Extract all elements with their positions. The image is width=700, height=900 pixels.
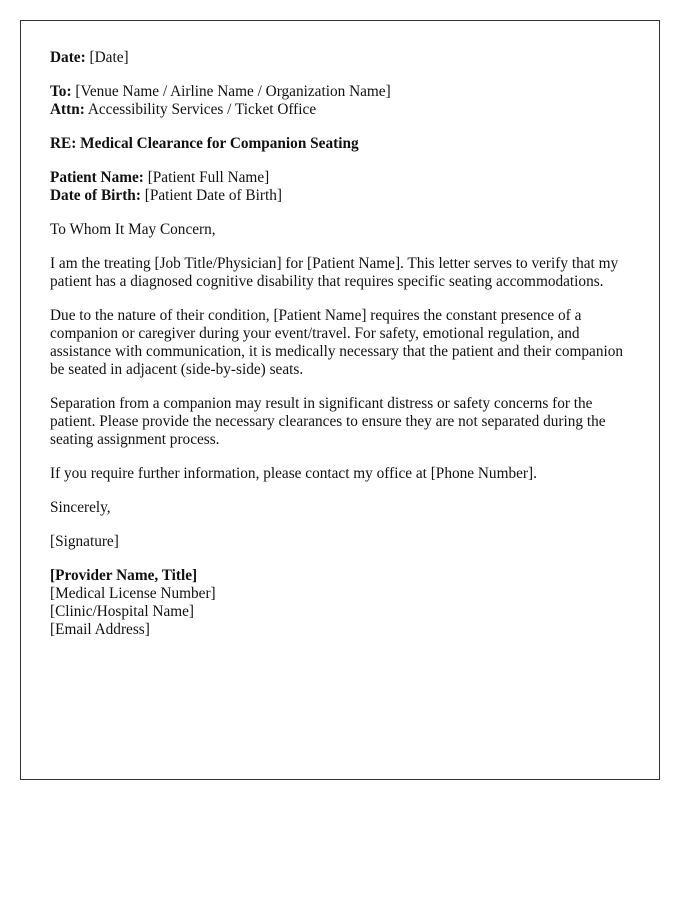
subject-line	[50, 135, 640, 153]
closing: Sincerely,	[50, 499, 111, 516]
date-value: [Date]	[89, 49, 129, 66]
patient-name-value: [Patient Full Name]	[147, 169, 270, 186]
to-line	[50, 83, 640, 101]
provider-block	[50, 567, 640, 639]
letter-content	[50, 49, 640, 655]
patient-name-label: Patient Name:	[50, 169, 144, 186]
body-paragraph-1: I am the treating [Job Title/Physician] for [Patient Name]. This letter serves to verify that my patient has a diagnosed cognitive disability that requires specific seating accommodations.	[50, 255, 619, 290]
attn-label: Attn:	[50, 101, 85, 118]
provider-license: [Medical License Number]	[50, 585, 216, 602]
body-paragraph-4: If you require further information, please contact my office at [Phone Number].	[50, 465, 537, 482]
body-paragraph-3: Separation from a companion may result in significant distress or safety concerns for the patient. Please provide the necessary clearances to ensure they are not separated during the seating assignment process.	[50, 395, 606, 448]
salutation: To Whom It May Concern,	[50, 221, 216, 238]
subject-text: RE: Medical Clearance for Companion Seating	[50, 135, 359, 152]
provider-name-title: [Provider Name, Title]	[50, 567, 198, 584]
provider-email: [Email Address]	[50, 621, 150, 638]
letter-page	[20, 20, 660, 780]
to-label: To:	[50, 83, 72, 100]
signature-placeholder: [Signature]	[50, 533, 119, 550]
date-line	[50, 49, 640, 67]
dob-value: [Patient Date of Birth]	[144, 187, 282, 204]
recipient-block	[50, 83, 640, 119]
patient-block	[50, 169, 640, 205]
date-label: Date:	[50, 49, 86, 66]
dob-label: Date of Birth:	[50, 187, 141, 204]
body-paragraph-2: Due to the nature of their condition, [Patient Name] requires the constant presence of a companion or caregiver during your event/travel. For safety, emotional regulation, and assistance with communication, it is medically necessary that the patient and their companion be seated in adjacent (side-by-side) seats.	[50, 307, 624, 378]
dob-line	[50, 187, 640, 205]
attn-line	[50, 101, 640, 119]
to-value: [Venue Name / Airline Name / Organization Name]	[75, 83, 391, 100]
patient-name-line	[50, 169, 640, 187]
attn-value: Accessibility Services / Ticket Office	[87, 101, 317, 118]
provider-clinic: [Clinic/Hospital Name]	[50, 603, 195, 620]
